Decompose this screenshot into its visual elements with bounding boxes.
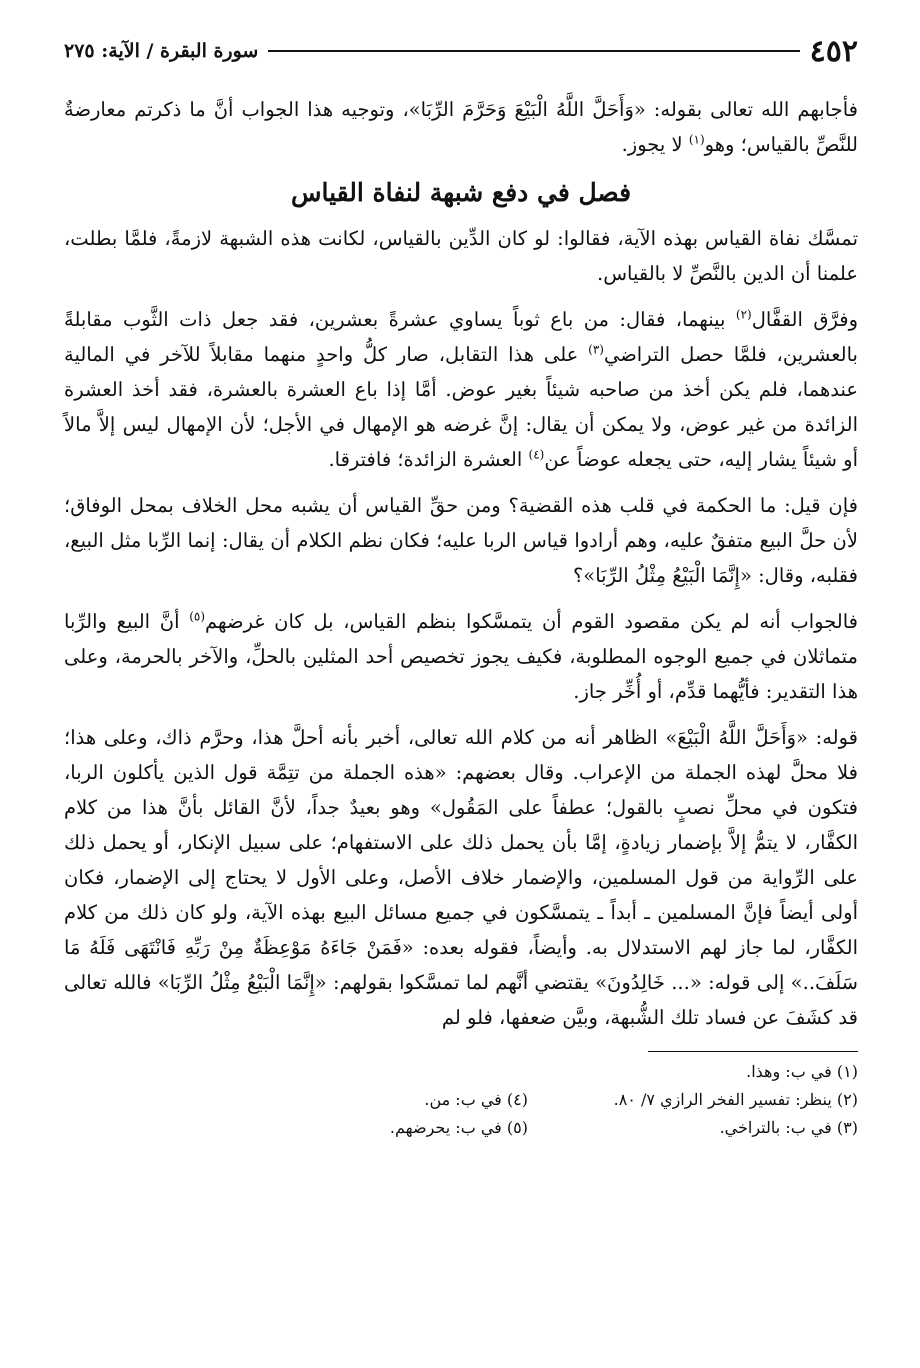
footnote-ref-1: (١) [688, 132, 705, 147]
paragraph-3: وفرَّق القفَّال$^{(٢)}$ بينهما، فقال: من باع ثوباً يساوي عشرةً بعشرين، فقد جعل ذات الثَّوب مقابلةً بالعشرين، فلمَّا حصل التراضي$^{(٣)}$ على هذا التقابل، صار كلُّ واحدٍ منهما مقابلاً للآخر في المالية عندهما، فلم يكن أخذ من صاحبه شيئاً بغير عوض. أمَّا إذا باع العشرة بالعشرة، فقد أخذ العشرة الزائدة من غير عوض، ولا يمكن أن يقال: إنَّ غرضه هو الإمهال في الأجل؛ لأن الإمهال ليس إلاَّ مالاً أو شيئاً يشار إليه، حتى يجعله عوضاً عن$^{(٤)}$ العشرة الزائدة؛ فافترقا. [64, 307, 858, 471]
footnote-ref-3: (٣) [588, 342, 604, 357]
paragraph-6: قوله: «وَأَحَلَّ اللَّهُ الْبَيْعَ» الظاهر أنه من كلام الله تعالى، أخبر بأنه أحلَّ هذا، وحرَّم ذاك، وعلى هذا؛ فلا محلَّ لهذه الجملة من الإعراب. وقال بعضهم: «هذه الجملة من تتِمَّة قول الذين يأكلون الربا، فتكون في محلِّ نصبٍ بالقول؛ عطفاً على المَقُول» وهو بعيدٌ جداً، لأنَّ القائل بأنَّ هذا من كلام الكفَّار، لا يتمُّ إلاَّ بإضمار زيادةٍ، إمَّا بأن يحمل ذلك على الاستفهام؛ على سبيل الإنكار، أو يحمل ذلك على الرِّواية من قول المسلمين، والإضمار خلاف الأصل، وعلى الأول لا يحتاج إلى الإضمار، فكان أولى أيضاً فإنَّ المسلمين ـ أبداً ـ يتمسَّكون في جميع مسائل البيع بهذه الآية، ولو كان ذلك من كلام الكفَّار، لما جاز لهم الاستدلال به. وأيضاً، فقوله بعده: «فَمَنْ جَاءَهُ مَوْعِظَةٌ مِنْ رَبِّهِ فَانْتَهَى فَلَهُ مَا سَلَفَ..» إلى قوله: «... خَالِدُونَ» يقتضي أنَّهم لما تمسَّكوا بقولهم: «إِنَّمَا الْبَيْعُ مِثْلُ الرِّبَا» فالله تعالى قد كشَفَ عن فساد تلك الشُّبهة، وبيَّن ضعفها، فلو لم [64, 726, 858, 1029]
page-body [64, 92, 858, 1035]
footnote-ref-4: (٤) [528, 447, 545, 462]
header-rule [268, 50, 799, 52]
footnote-3: (٣) في ب: بالتراخي. [719, 1118, 858, 1137]
footnote-4: (٤) في ب: من. [424, 1090, 528, 1109]
footnote-ref-2: (٢) [735, 307, 752, 322]
page-header [64, 28, 858, 74]
paragraph-5: فالجواب أنه لم يكن مقصود القوم أن يتمسَّكوا بنظم القياس، بل كان غرضهم$^{(٥)}$ أنَّ البيع والرِّبا متماثلان في جميع الوجوه المطلوبة، فكيف يجوز تخصيص أحد المثلين بالحلِّ، والآخر بالحرمة، وعلى هذا التقدير: فأيُّهما قدِّم، أو أُخِّر جاز. [64, 609, 859, 703]
paragraph-4: فإن قيل: ما الحكمة في قلب هذه القضية؟ ومن حقِّ القياس أن يشبه محل الخلاف بمحل الوفاق؛ لأن حلَّ البيع متفقٌ عليه، وهم أرادوا قياس الربا عليه؛ فكان نظم الكلام أن يقال: إنما الرِّبا مثل البيع، فقلبه، وقال: «إِنَّمَا الْبَيْعُ مِثْلُ الرِّبَا»؟ [64, 494, 858, 587]
footnote-2: (٢) ينظر: تفسير الفخر الرازي ٧/ ٨٠. [613, 1090, 858, 1109]
footnote-1: (١) في ب: وهذا. [746, 1062, 858, 1081]
section-heading: فصل في دفع شبهة لنفاة القياس [290, 178, 632, 207]
running-title: سورة البقرة / الآية: ٢٧٥ [64, 40, 259, 62]
page-number: ٤٥٢ [809, 33, 858, 69]
footnote-ref-5: (٥) [189, 609, 206, 624]
page [64, 28, 858, 1348]
footnotes [64, 1060, 858, 1140]
footnote-5: (٥) في ب: يحرضهم. [389, 1118, 528, 1137]
paragraph-1: فأجابهم الله تعالى بقوله: «وَأَحَلَّ اللَّهُ الْبَيْعَ وَحَرَّمَ الرِّبَا»، وتوجيه هذا الجواب أنَّ ما ذكرتم معارضةٌ للنَّصِّ بالقياس؛ وهو$^{(١)}$ لا يجوز. [64, 98, 858, 156]
footnote-rule [648, 1051, 858, 1052]
paragraph-2: تمسَّك نفاة القياس بهذه الآية، فقالوا: لو كان الدِّين بالقياس، لكانت هذه الشبهة لازمةً، فلمَّا بطلت، علمنا أن الدين بالنَّصِّ لا بالقياس. [64, 227, 858, 285]
